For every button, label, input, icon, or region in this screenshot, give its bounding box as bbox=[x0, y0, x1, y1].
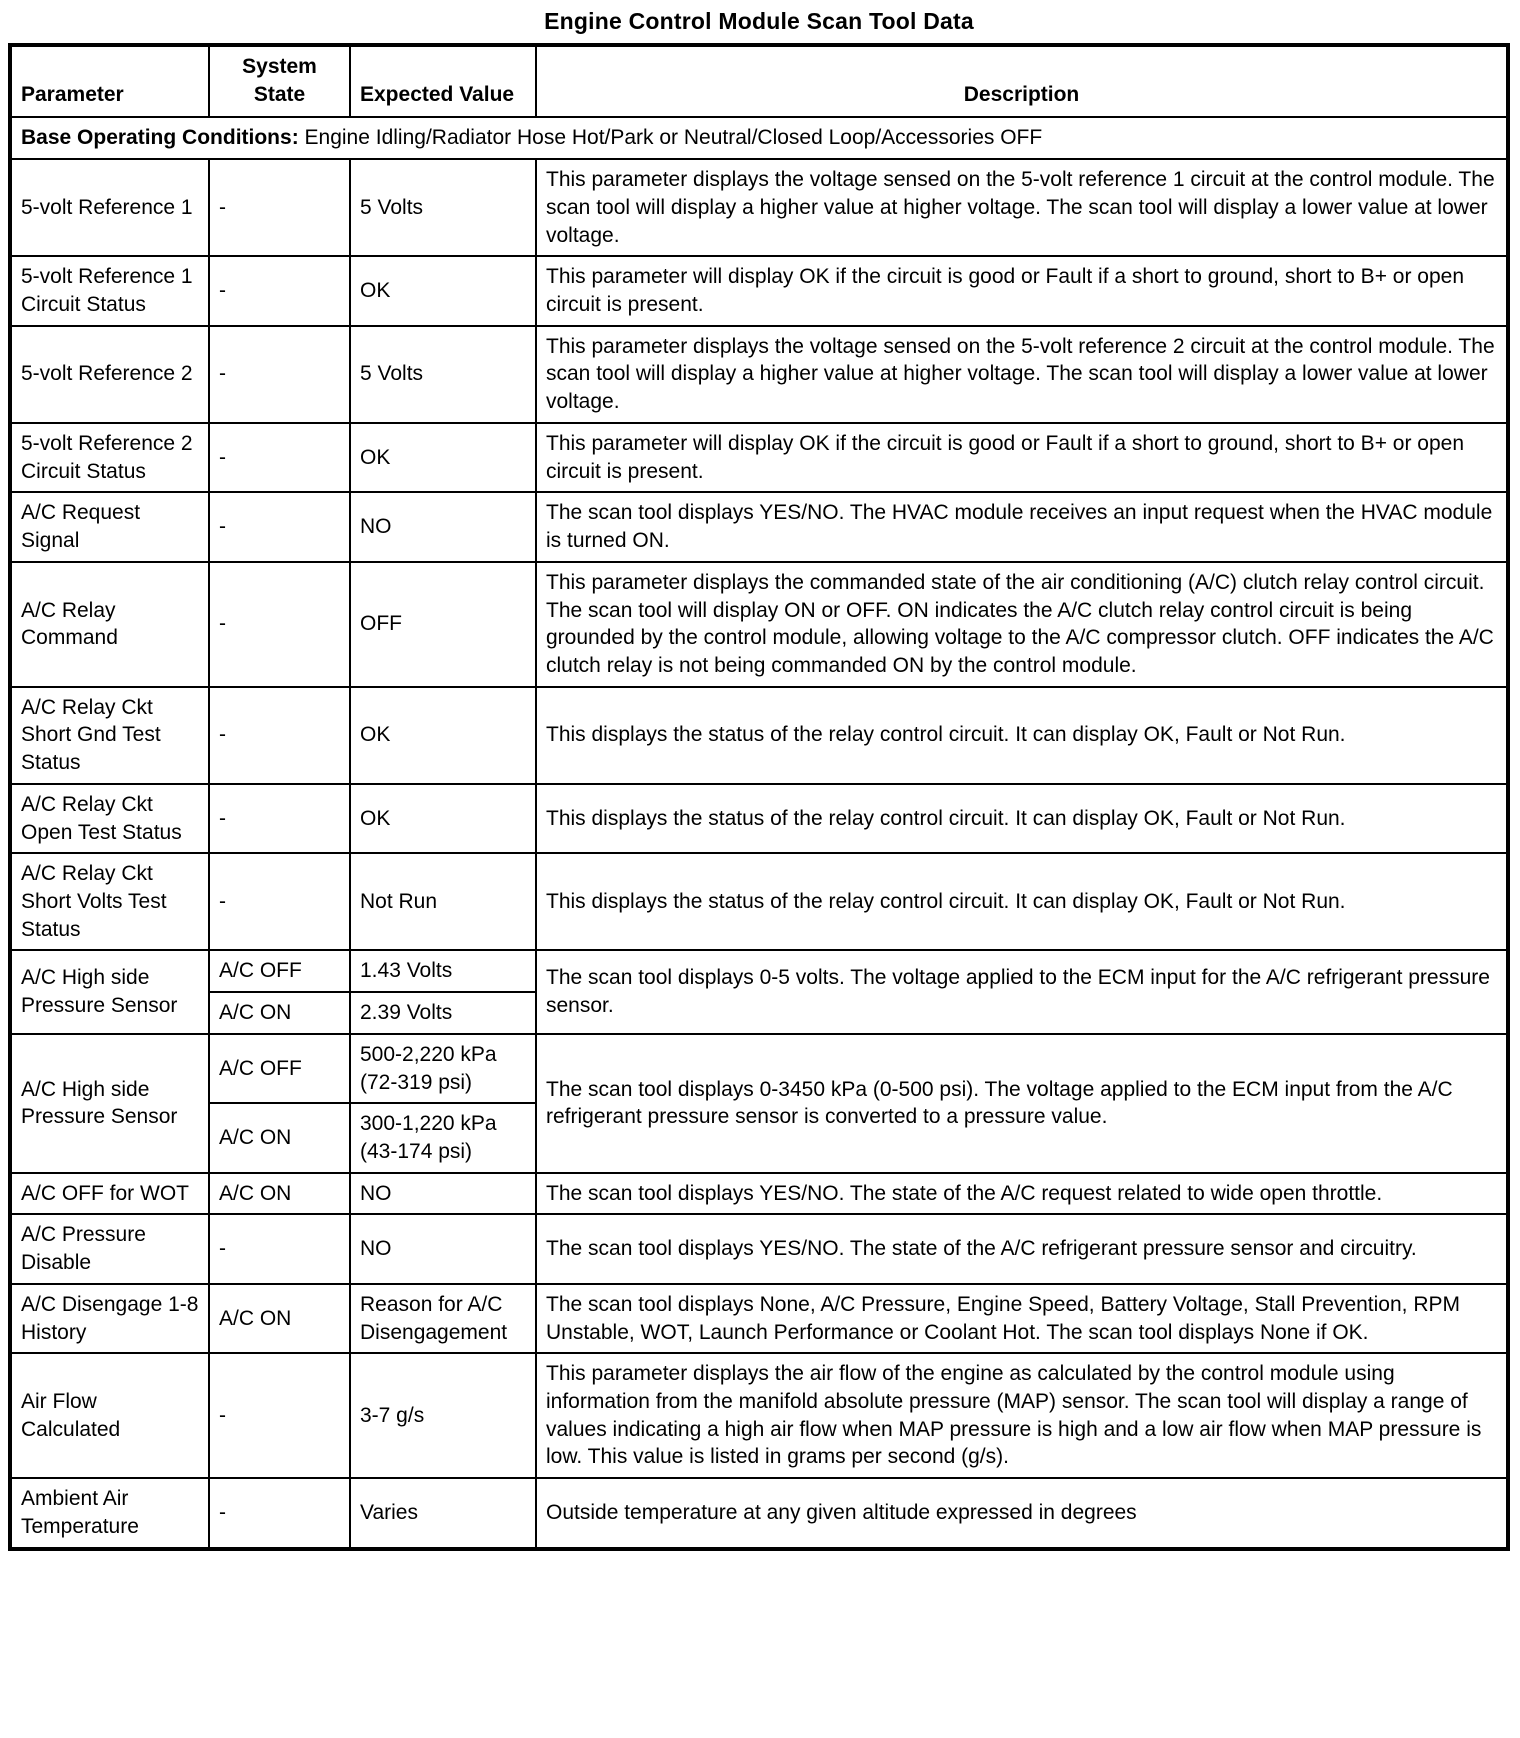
param-cell: A/C Relay Command bbox=[10, 562, 209, 687]
value-cell: Not Run bbox=[350, 853, 536, 950]
state-cell: - bbox=[209, 687, 350, 784]
table-row bbox=[10, 1284, 1508, 1353]
state-cell: - bbox=[209, 492, 350, 561]
table-row bbox=[10, 1034, 1508, 1103]
page-title: Engine Control Module Scan Tool Data bbox=[544, 8, 974, 34]
state-cell: A/C OFF bbox=[209, 950, 350, 992]
state-cell: A/C ON bbox=[209, 1284, 350, 1353]
value-cell: OK bbox=[350, 784, 536, 853]
description-cell: Outside temperature at any given altitude expressed in degrees bbox=[536, 1478, 1508, 1548]
state-cell: - bbox=[209, 159, 350, 256]
section-header-label: Base Operating Conditions: bbox=[21, 126, 299, 150]
value-cell: NO bbox=[350, 1173, 536, 1215]
description-cell: This displays the status of the relay control circuit. It can display OK, Fault or Not Run. bbox=[536, 687, 1508, 784]
value-cell: 300-1,220 kPa (43-174 psi) bbox=[350, 1103, 536, 1172]
param-cell: A/C High side Pressure Sensor bbox=[10, 950, 209, 1033]
table-row bbox=[10, 687, 1508, 784]
section-header-row bbox=[10, 117, 1508, 159]
value-cell: 2.39 Volts bbox=[350, 992, 536, 1034]
description-cell: The scan tool displays None, A/C Pressure, Engine Speed, Battery Voltage, Stall Prevention, RPM Unstable, WOT, Launch Performance or Coolant Hot. The scan tool displays None if OK. bbox=[536, 1284, 1508, 1353]
table-row bbox=[10, 159, 1508, 256]
state-cell: - bbox=[209, 1214, 350, 1283]
section-header-cell bbox=[10, 117, 1508, 159]
value-cell: OK bbox=[350, 423, 536, 492]
description-cell: This parameter will display OK if the circuit is good or Fault if a short to ground, short to B+ or open circuit is present. bbox=[536, 423, 1508, 492]
state-cell: A/C ON bbox=[209, 1173, 350, 1215]
table-row bbox=[10, 1353, 1508, 1478]
value-cell: NO bbox=[350, 492, 536, 561]
state-cell: - bbox=[209, 562, 350, 687]
param-cell: 5-volt Reference 2 Circuit Status bbox=[10, 423, 209, 492]
column-header-description: Description bbox=[536, 45, 1508, 117]
param-cell: A/C Relay Ckt Open Test Status bbox=[10, 784, 209, 853]
description-cell: This parameter will display OK if the circuit is good or Fault if a short to ground, short to B+ or open circuit is present. bbox=[536, 256, 1508, 325]
description-cell: This displays the status of the relay control circuit. It can display OK, Fault or Not Run. bbox=[536, 853, 1508, 950]
table-row bbox=[10, 1214, 1508, 1283]
param-cell: 5-volt Reference 2 bbox=[10, 326, 209, 423]
value-cell: OK bbox=[350, 687, 536, 784]
param-cell: Air Flow Calculated bbox=[10, 1353, 209, 1478]
column-header-parameter: Parameter bbox=[10, 45, 209, 117]
value-cell: 3-7 g/s bbox=[350, 1353, 536, 1478]
param-cell: A/C Request Signal bbox=[10, 492, 209, 561]
param-cell: A/C Relay Ckt Short Gnd Test Status bbox=[10, 687, 209, 784]
param-cell: A/C Pressure Disable bbox=[10, 1214, 209, 1283]
table-row bbox=[10, 492, 1508, 561]
table-row bbox=[10, 326, 1508, 423]
state-cell: - bbox=[209, 326, 350, 423]
table-row bbox=[10, 1478, 1508, 1548]
header-row bbox=[10, 45, 1508, 117]
value-cell: 5 Volts bbox=[350, 326, 536, 423]
table-row bbox=[10, 1173, 1508, 1215]
section-header-text: Engine Idling/Radiator Hose Hot/Park or Neutral/Closed Loop/Accessories OFF bbox=[298, 126, 1043, 150]
description-cell: The scan tool displays YES/NO. The state of the A/C refrigerant pressure sensor and circuitry. bbox=[536, 1214, 1508, 1283]
table-row bbox=[10, 562, 1508, 687]
description-cell: This parameter displays the commanded state of the air conditioning (A/C) clutch relay control circuit. The scan tool will display ON or OFF. ON indicates the A/C clutch relay control circuit is being grounded by the control module, allowing voltage to the A/C compressor clutch. OFF indicates the A/C clutch relay is not being commanded ON by the control module. bbox=[536, 562, 1508, 687]
state-cell: - bbox=[209, 784, 350, 853]
table-row bbox=[10, 784, 1508, 853]
description-cell: This parameter displays the voltage sensed on the 5-volt reference 2 circuit at the control module. The scan tool will display a higher value at higher voltage. The scan tool will display a lower value at lower voltage. bbox=[536, 326, 1508, 423]
value-cell: 5 Volts bbox=[350, 159, 536, 256]
param-cell: A/C Relay Ckt Short Volts Test Status bbox=[10, 853, 209, 950]
param-cell: 5-volt Reference 1 bbox=[10, 159, 209, 256]
param-cell: A/C OFF for WOT bbox=[10, 1173, 209, 1215]
value-cell: NO bbox=[350, 1214, 536, 1283]
table-row bbox=[10, 256, 1508, 325]
value-cell: OK bbox=[350, 256, 536, 325]
description-cell: The scan tool displays 0-3450 kPa (0-500 psi). The voltage applied to the ECM input from the A/C refrigerant pressure sensor is converted to a pressure value. bbox=[536, 1034, 1508, 1173]
value-cell: 1.43 Volts bbox=[350, 950, 536, 992]
state-cell: A/C OFF bbox=[209, 1034, 350, 1103]
value-cell: Varies bbox=[350, 1478, 536, 1548]
column-header-expected-value: Expected Value bbox=[350, 45, 536, 117]
description-cell: The scan tool displays YES/NO. The HVAC module receives an input request when the HVAC module is turned ON. bbox=[536, 492, 1508, 561]
description-cell: This parameter displays the air flow of the engine as calculated by the control module using information from the manifold absolute pressure (MAP) sensor. The scan tool will display a range of values indicating a high air flow when MAP pressure is high and a low air flow when MAP pressure is low. This value is listed in grams per second (g/s). bbox=[536, 1353, 1508, 1478]
state-cell: - bbox=[209, 423, 350, 492]
state-cell: A/C ON bbox=[209, 992, 350, 1034]
description-cell: This displays the status of the relay control circuit. It can display OK, Fault or Not Run. bbox=[536, 784, 1508, 853]
param-cell: Ambient Air Temperature bbox=[10, 1478, 209, 1548]
description-cell: This parameter displays the voltage sensed on the 5-volt reference 1 circuit at the control module. The scan tool will display a higher value at higher voltage. The scan tool will display a lower value at lower voltage. bbox=[536, 159, 1508, 256]
value-cell: 500-2,220 kPa (72-319 psi) bbox=[350, 1034, 536, 1103]
table-row bbox=[10, 423, 1508, 492]
value-cell: OFF bbox=[350, 562, 536, 687]
scan-tool-data-table bbox=[8, 43, 1510, 1551]
state-cell: - bbox=[209, 1478, 350, 1548]
state-cell: A/C ON bbox=[209, 1103, 350, 1172]
param-cell: A/C Disengage 1-8 History bbox=[10, 1284, 209, 1353]
state-cell: - bbox=[209, 256, 350, 325]
value-cell: Reason for A/C Disengagement bbox=[350, 1284, 536, 1353]
table-row bbox=[10, 950, 1508, 992]
param-cell: A/C High side Pressure Sensor bbox=[10, 1034, 209, 1173]
column-header-system-state: System State bbox=[209, 45, 350, 117]
table-row bbox=[10, 853, 1508, 950]
state-cell: - bbox=[209, 853, 350, 950]
description-cell: The scan tool displays YES/NO. The state of the A/C request related to wide open throttle. bbox=[536, 1173, 1508, 1215]
param-cell: 5-volt Reference 1 Circuit Status bbox=[10, 256, 209, 325]
description-cell: The scan tool displays 0-5 volts. The voltage applied to the ECM input for the A/C refrigerant pressure sensor. bbox=[536, 950, 1508, 1033]
state-cell: - bbox=[209, 1353, 350, 1478]
